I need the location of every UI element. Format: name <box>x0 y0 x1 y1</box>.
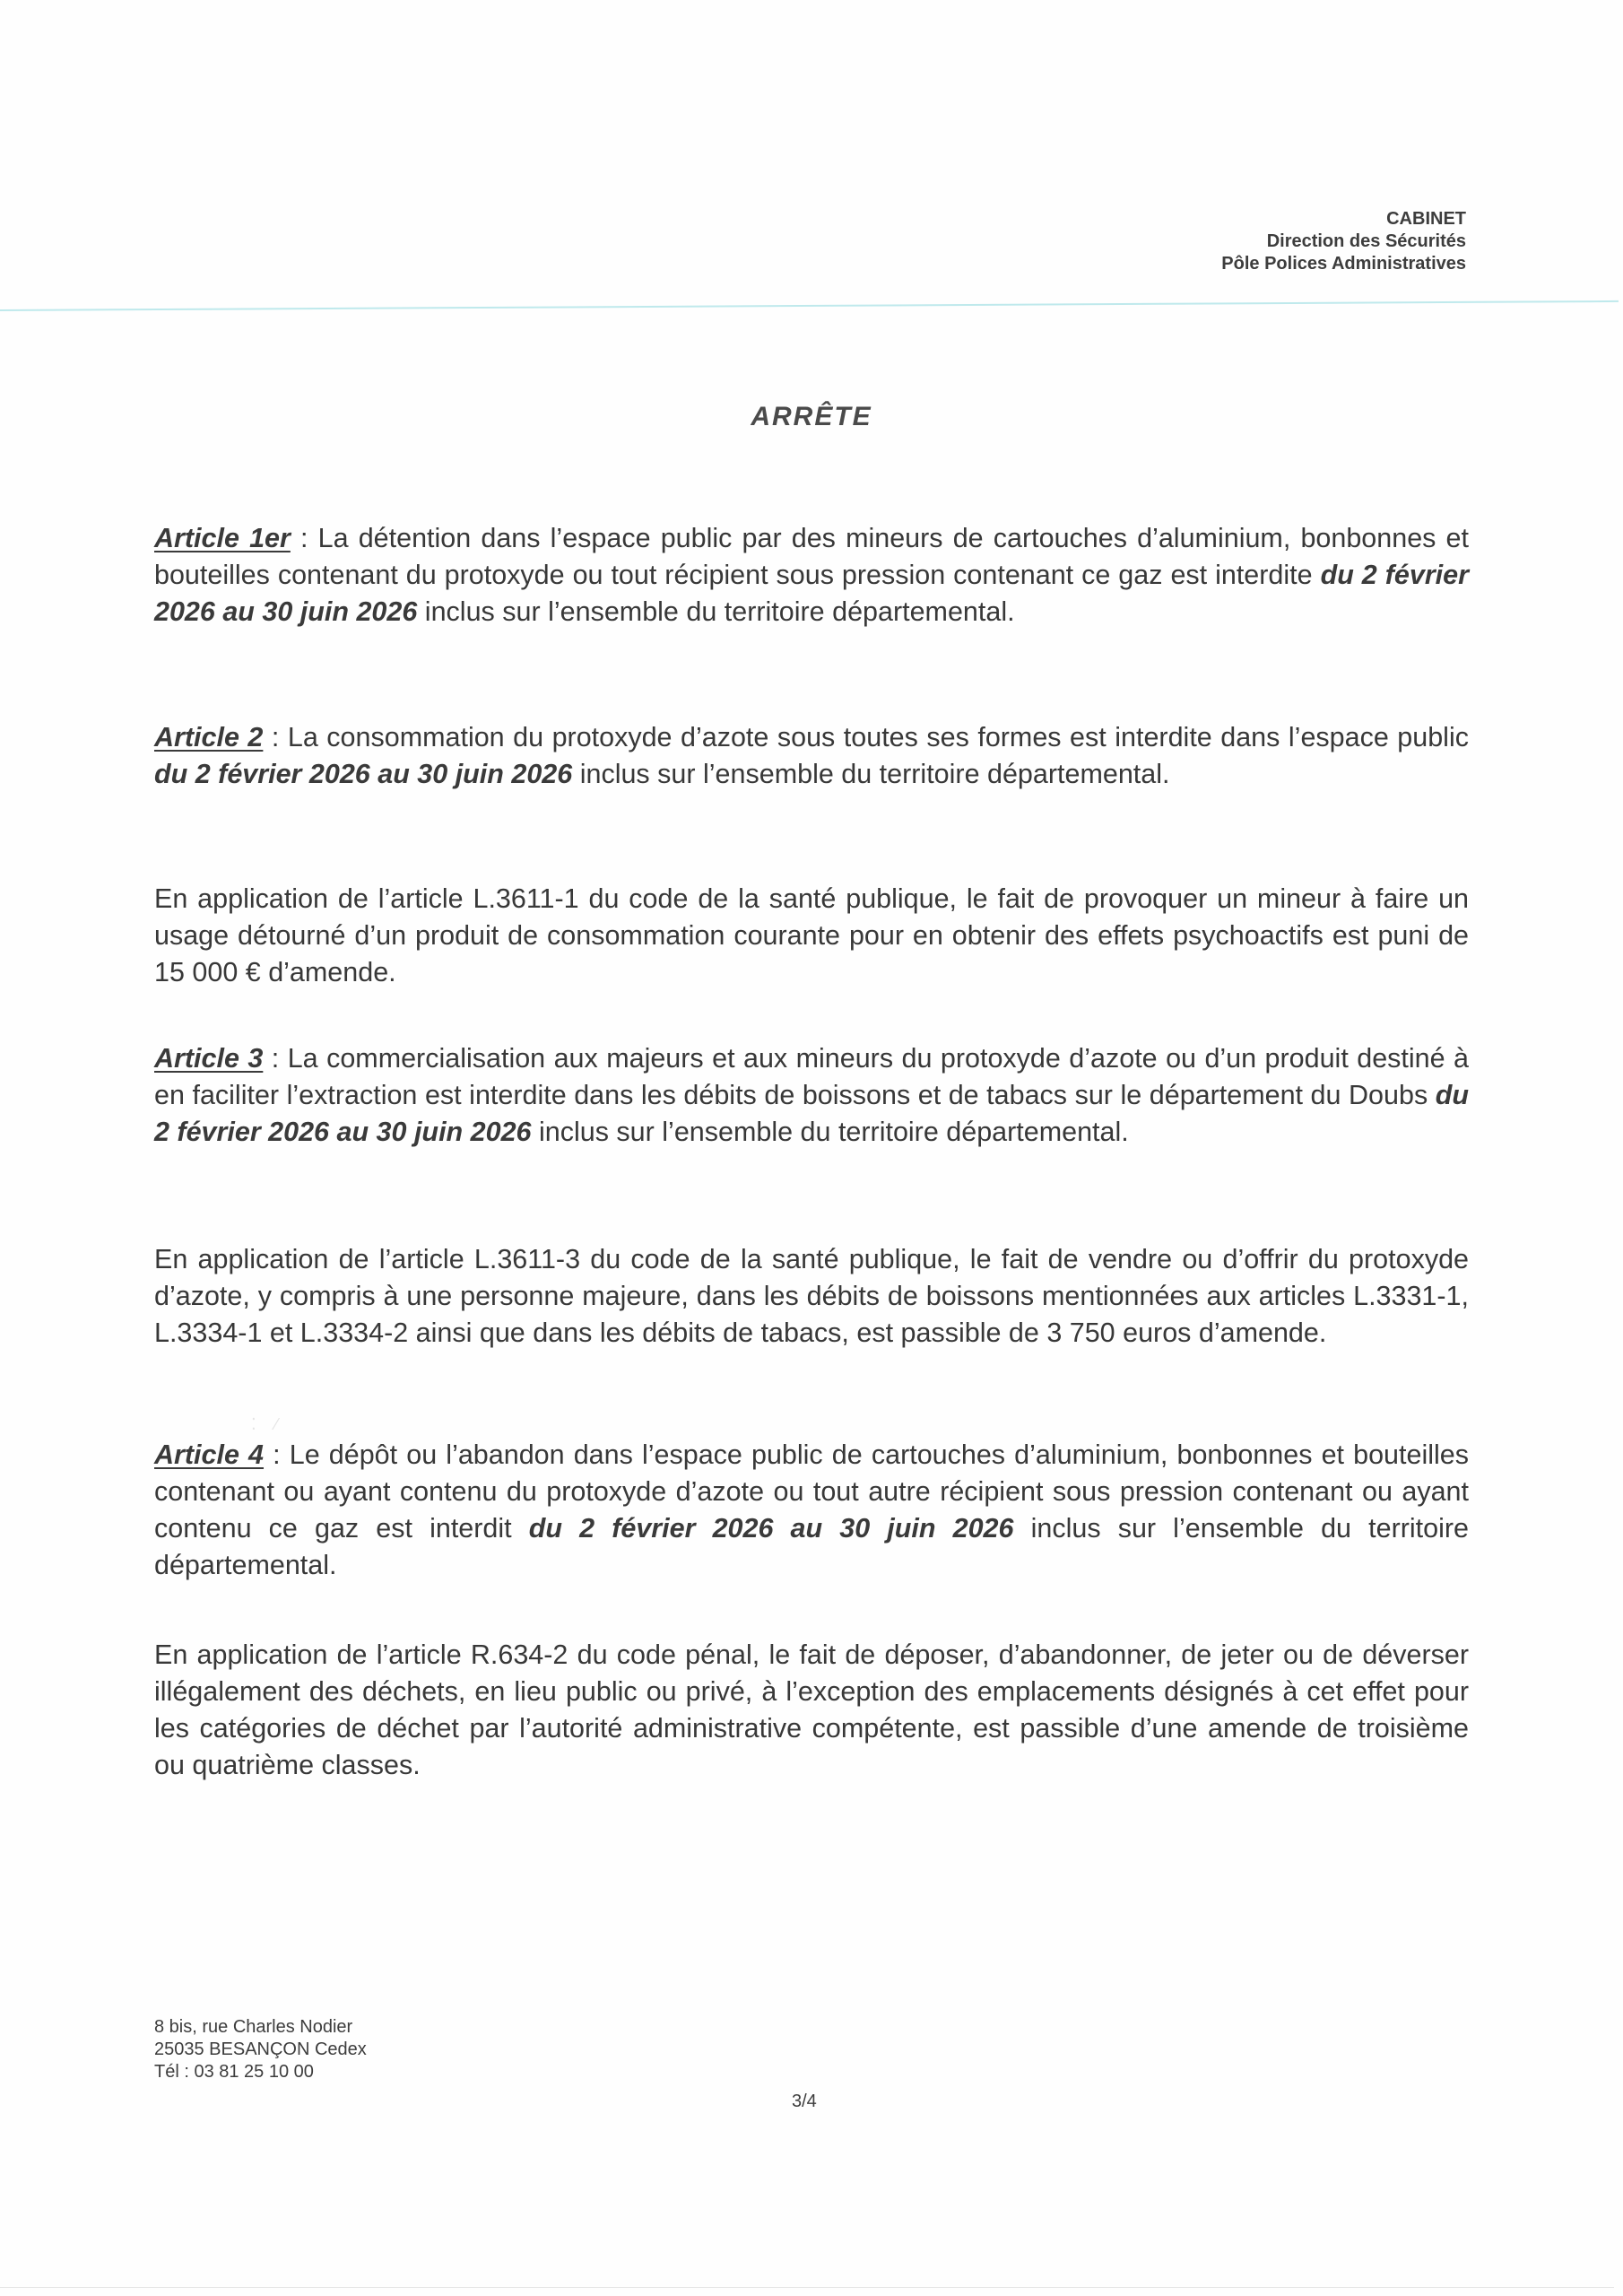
note-l3611-3: En application de l’article L.3611-3 du code de la santé publique, le fait de vendre ou d’offrir du protoxyde d’azote, y compris à une personne majeure, dans les débits de boissons mentionnées aux articles L.3331-1, L.3334-1 et L.3334-2 ainsi que dans les débits de tabacs, est passible de 3 750 euros d’amende. <box>154 1244 1469 1348</box>
article-2 <box>154 719 1469 793</box>
header-divider <box>0 300 1619 311</box>
article-3-separator: : <box>263 1043 288 1074</box>
note-r634-2: En application de l’article R.634-2 du code pénal, le fait de déposer, d’abandonner, de jeter ou de déverser illégalement des déchets, en lieu public ou privé, à l’exception des emplacements désignés à cet effet pour les catégories de déchet par l’autorité administrative compétente, est passible d’une amende de troisième ou quatrième classes. <box>154 1639 1469 1780</box>
article-2-label: Article 2 <box>154 722 264 752</box>
article-1-date-range: du 2 février 2026 au 30 juin 2026 <box>154 560 1469 627</box>
document-title: ARRÊTE <box>751 402 872 431</box>
article-4-text: Le dépôt ou l’abandon dans l’espace public de cartouches d’aluminium, bonbonnes et bouteilles contenant ou ayant contenu du protoxyde d’azote ou tout autre récipient sous pression contenant ou ayant contenu ce gaz est interdit <box>154 1439 1469 1544</box>
header-cabinet: CABINET <box>1386 209 1466 229</box>
article-2-date-range: du 2 février 2026 au 30 juin 2026 <box>154 759 573 789</box>
article-3 <box>154 1040 1469 1151</box>
page-number: 3/4 <box>792 2092 817 2111</box>
article-4-label: Article 4 <box>154 1439 265 1470</box>
footer-address <box>154 2016 367 2083</box>
bottom-edge-line <box>0 2287 1614 2288</box>
footer-phone: Tél : 03 81 25 10 00 <box>154 2062 314 2082</box>
footer-street: 8 bis, rue Charles Nodier <box>154 2017 353 2037</box>
header-direction: Direction des Sécurités <box>1266 231 1466 251</box>
article-1 <box>154 520 1469 631</box>
article-1-separator: : <box>290 523 318 553</box>
article-1-text: La détention dans l’espace public par des mineurs de cartouches d’aluminium, bonbonnes et bouteilles contenant du protoxyde ou tout récipient sous pression contenant ce gaz est interdite <box>154 523 1469 590</box>
note-l3611-1: En application de l’article L.3611-1 du code de la santé publique, le fait de provoquer un mineur à faire un usage détourné d’un produit de consommation courante pour en obtenir des effets psychoactifs est puni de 15 000 € d’amende. <box>154 883 1469 987</box>
article-2-text: La consommation du protoxyde d’azote sous toutes ses formes est interdite dans l’espace public <box>287 722 1469 752</box>
scan-artifact: ⁚ ⁄ <box>251 1415 285 1433</box>
header-pole: Pôle Polices Administratives <box>1221 254 1466 274</box>
footer-city: 25035 BESANÇON Cedex <box>154 2039 367 2059</box>
article-2-separator: : <box>263 722 288 752</box>
article-3-label: Article 3 <box>154 1043 264 1074</box>
article-3-text: La commercialisation aux majeurs et aux mineurs du protoxyde d’azote ou d’un produit destiné à en faciliter l’extraction est interdite dans les débits de boissons et de tabacs sur le département du Doubs <box>154 1043 1469 1110</box>
article-4-text-end: inclus sur l’ensemble du territoire départemental. <box>154 1513 1469 1580</box>
article-4-date-range: du 2 février 2026 au 30 juin 2026 <box>528 1513 1014 1544</box>
issuing-office-header <box>1221 208 1466 275</box>
article-2-text-end: inclus sur l’ensemble du territoire départemental. <box>572 759 1170 789</box>
article-4 <box>154 1437 1469 1584</box>
article-3-text-end: inclus sur l’ensemble du territoire départemental. <box>531 1117 1129 1147</box>
article-3-date-range: du 2 février 2026 au 30 juin 2026 <box>154 1080 1469 1147</box>
article-1-label: Article 1er <box>154 523 291 553</box>
article-1-text-end: inclus sur l’ensemble du territoire départemental. <box>417 596 1015 627</box>
article-4-separator: : <box>264 1439 290 1470</box>
